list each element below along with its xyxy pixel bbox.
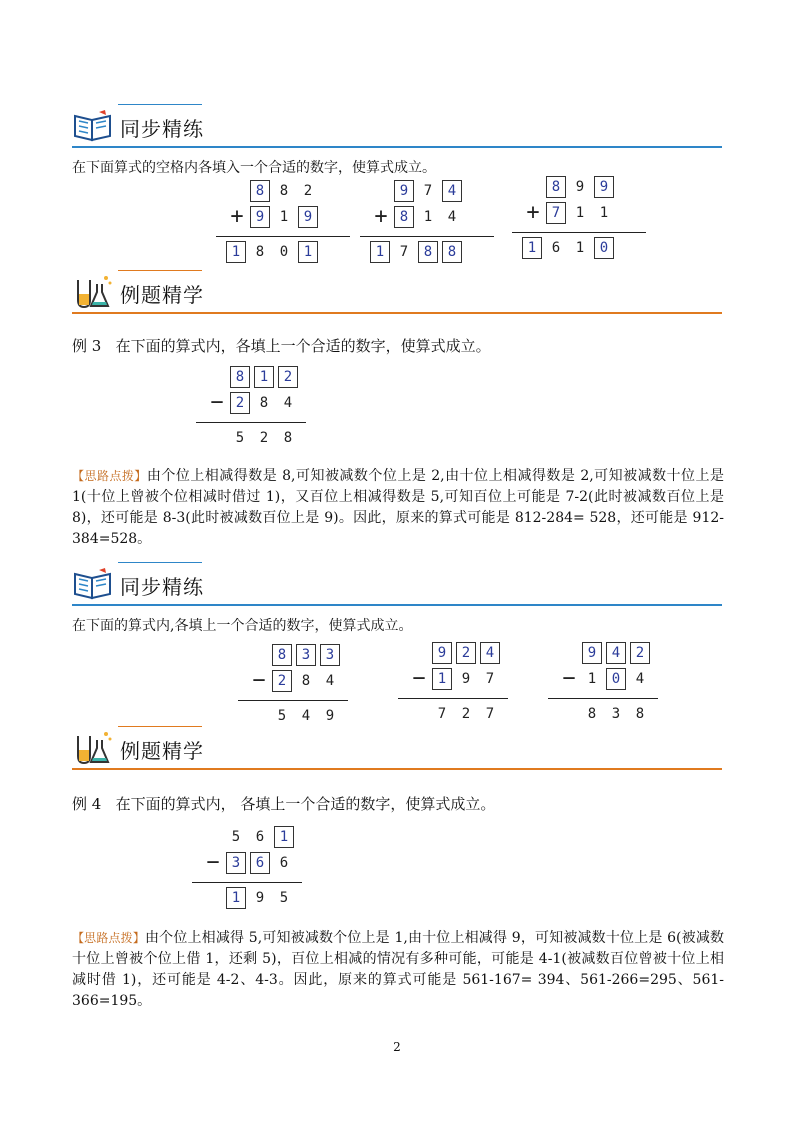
header-underline — [72, 768, 722, 770]
section-header-example-2 — [72, 726, 722, 770]
header-top-line — [118, 726, 202, 727]
result-row-digit: 5 — [279, 890, 289, 907]
result-row-digit: 2 — [259, 430, 269, 447]
result-row-digit: 8 — [587, 706, 597, 723]
open-book-icon — [72, 564, 114, 602]
example-text: 在下面的算式内， 各填上一个合适的数字，使算式成立。 — [115, 795, 496, 813]
sum-line — [398, 698, 508, 699]
example-text: 在下面的算式内，各填上一个合适的数字，使算式成立。 — [115, 337, 491, 355]
header-underline — [72, 146, 722, 148]
result-row-blank-digit[interactable]: 1 — [370, 241, 390, 263]
result-row-digit: 0 — [279, 244, 289, 261]
result-row-blank-digit[interactable]: 1 — [226, 241, 246, 263]
bottom-row-digit: 4 — [447, 209, 457, 225]
bottom-row-digit: 1 — [575, 205, 585, 221]
top-row-blank-digit[interactable]: 2 — [456, 642, 476, 664]
bottom-row-digit: 8 — [301, 673, 311, 689]
sum-line — [192, 882, 302, 883]
bottom-row-digit: 4 — [325, 673, 335, 689]
top-row-blank-digit[interactable]: 8 — [546, 176, 566, 198]
result-row-digit: 3 — [611, 706, 621, 723]
section-title: 例题精学 — [120, 283, 204, 307]
top-row-blank-digit[interactable]: 1 — [274, 826, 294, 848]
top-row-digit: 2 — [303, 183, 313, 199]
top-row-blank-digit[interactable]: 9 — [582, 642, 602, 664]
bottom-row-blank-digit[interactable]: 7 — [546, 202, 566, 224]
minus-sign: − — [562, 666, 576, 691]
result-row-digit: 7 — [399, 244, 409, 261]
minus-sign: − — [210, 390, 224, 415]
result-row-digit: 8 — [283, 430, 293, 447]
example4-prompt — [72, 794, 495, 814]
page-number: 2 — [393, 1040, 401, 1054]
plus-sign: + — [526, 200, 540, 225]
top-row-blank-digit[interactable]: 9 — [432, 642, 452, 664]
result-row-digit: 2 — [461, 706, 471, 723]
sum-line — [238, 700, 348, 701]
top-row-blank-digit[interactable]: 3 — [320, 644, 340, 666]
sum-line — [216, 236, 350, 237]
top-row-digit: 8 — [279, 183, 289, 199]
bottom-row-blank-digit[interactable]: 2 — [230, 392, 250, 414]
bottom-row-digit: 8 — [259, 395, 269, 411]
lab-flask-icon — [72, 728, 114, 766]
plus-sign: + — [374, 204, 388, 229]
bottom-row-blank-digit[interactable]: 2 — [272, 670, 292, 692]
result-row-digit: 1 — [575, 240, 585, 257]
top-row-digit: 9 — [575, 179, 585, 195]
top-row-blank-digit[interactable]: 4 — [606, 642, 626, 664]
top-row-blank-digit[interactable]: 8 — [250, 180, 270, 202]
top-row-blank-digit[interactable]: 2 — [630, 642, 650, 664]
bottom-row-digit: 7 — [485, 671, 495, 687]
result-row-blank-digit[interactable]: 8 — [418, 241, 438, 263]
sum-line — [512, 232, 646, 233]
top-row-blank-digit[interactable]: 8 — [230, 366, 250, 388]
result-row-blank-digit[interactable]: 1 — [298, 241, 318, 263]
result-row-digit: 8 — [255, 244, 265, 261]
example3-hint — [72, 466, 724, 550]
section-title: 例题精学 — [120, 739, 204, 763]
top-row-blank-digit[interactable]: 1 — [254, 366, 274, 388]
bottom-row-digit: 1 — [587, 671, 597, 687]
result-row-blank-digit[interactable]: 0 — [594, 237, 614, 259]
top-row-blank-digit[interactable]: 8 — [272, 644, 292, 666]
top-row-blank-digit[interactable]: 3 — [296, 644, 316, 666]
hint-text: 由个位上相减得 5,可知被减数个位上是 1,由十位上相减得 9，可知被减数十位上是 6(被减数十位上曾被个位上借 1，还剩 5)，百位上相减的情况有多种可能，可能是 4-1(被减数百位曾被十位上相减时借 1)，还可能是 4-2、4-3。因此，原来的算式可能是 561-167= 394、561-266=295、561-366=195。 — [72, 930, 724, 1009]
section-title: 同步精练 — [120, 575, 204, 599]
section-title: 同步精练 — [120, 117, 204, 141]
sum-line — [196, 422, 306, 423]
result-row-digit: 9 — [325, 708, 335, 725]
section-header-practice-2 — [72, 562, 722, 606]
result-row-digit: 5 — [235, 430, 245, 447]
result-row-blank-digit[interactable]: 1 — [226, 887, 246, 909]
practice2-instruction: 在下面的算式内,各填上一个合适的数字，使算式成立。 — [72, 618, 413, 634]
top-row-blank-digit[interactable]: 4 — [480, 642, 500, 664]
bottom-row-digit: 4 — [283, 395, 293, 411]
bottom-row-digit: 1 — [279, 209, 289, 225]
bottom-row-blank-digit[interactable]: 0 — [606, 668, 626, 690]
practice1-instruction: 在下面算式的空格内各填入一个合适的数字，使算式成立。 — [72, 160, 436, 176]
top-row-blank-digit[interactable]: 2 — [278, 366, 298, 388]
result-row-digit: 7 — [437, 706, 447, 723]
result-row-digit: 8 — [635, 706, 645, 723]
bottom-row-digit: 6 — [279, 855, 289, 871]
bottom-row-digit: 1 — [599, 205, 609, 221]
result-row-digit: 9 — [255, 890, 265, 907]
sum-line — [360, 236, 494, 237]
header-underline — [72, 604, 722, 606]
bottom-row-digit: 4 — [635, 671, 645, 687]
example-label: 例 4 — [72, 795, 102, 813]
plus-sign: + — [230, 204, 244, 229]
result-row-digit: 4 — [301, 708, 311, 725]
bottom-row-blank-digit[interactable]: 3 — [226, 852, 246, 874]
header-top-line — [118, 270, 202, 271]
result-row-blank-digit[interactable]: 8 — [442, 241, 462, 263]
result-row-digit: 5 — [277, 708, 287, 725]
sum-line — [548, 698, 658, 699]
top-row-blank-digit[interactable]: 4 — [442, 180, 462, 202]
hint-tag: 【思路点拨】 — [72, 469, 147, 483]
bottom-row-digit: 1 — [423, 209, 433, 225]
bottom-row-blank-digit[interactable]: 9 — [250, 206, 270, 228]
top-row-digit: 7 — [423, 183, 433, 199]
bottom-row-blank-digit[interactable]: 8 — [394, 206, 414, 228]
example3-prompt — [72, 336, 491, 356]
example4-hint — [72, 928, 724, 1012]
minus-sign: − — [206, 850, 220, 875]
bottom-row-blank-digit[interactable]: 1 — [432, 668, 452, 690]
lab-flask-icon — [72, 272, 114, 310]
bottom-row-blank-digit[interactable]: 6 — [250, 852, 270, 874]
bottom-row-digit: 9 — [461, 671, 471, 687]
bottom-row-blank-digit[interactable]: 9 — [298, 206, 318, 228]
result-row-digit: 6 — [551, 240, 561, 257]
top-row-blank-digit[interactable]: 9 — [394, 180, 414, 202]
top-row-digit: 5 — [231, 829, 241, 845]
hint-text: 由个位上相减得数是 8,可知被减数个位上是 2,由十位上相减得数是 2,可知被减数十位上是 1(十位上曾被个位相减时借过 1)，又百位上相减得数是 5,可知百位上可能是 7-2(此时被减数百位上是 8)，还可能是 8-3(此时被减数百位上是 9)。因此，原来的算式可能是 812-284= 528，还可能是 912- 384=528。 — [72, 468, 724, 547]
open-book-icon — [72, 106, 114, 144]
header-underline — [72, 312, 722, 314]
hint-tag: 【思路点拨】 — [72, 931, 146, 945]
result-row-digit: 7 — [485, 706, 495, 723]
example-label: 例 3 — [72, 337, 102, 355]
header-top-line — [118, 104, 202, 105]
minus-sign: − — [412, 666, 426, 691]
section-header-example-1 — [72, 270, 722, 314]
top-row-digit: 6 — [255, 829, 265, 845]
header-top-line — [118, 562, 202, 563]
top-row-blank-digit[interactable]: 9 — [594, 176, 614, 198]
result-row-blank-digit[interactable]: 1 — [522, 237, 542, 259]
section-header-practice-1 — [72, 104, 722, 148]
minus-sign: − — [252, 668, 266, 693]
